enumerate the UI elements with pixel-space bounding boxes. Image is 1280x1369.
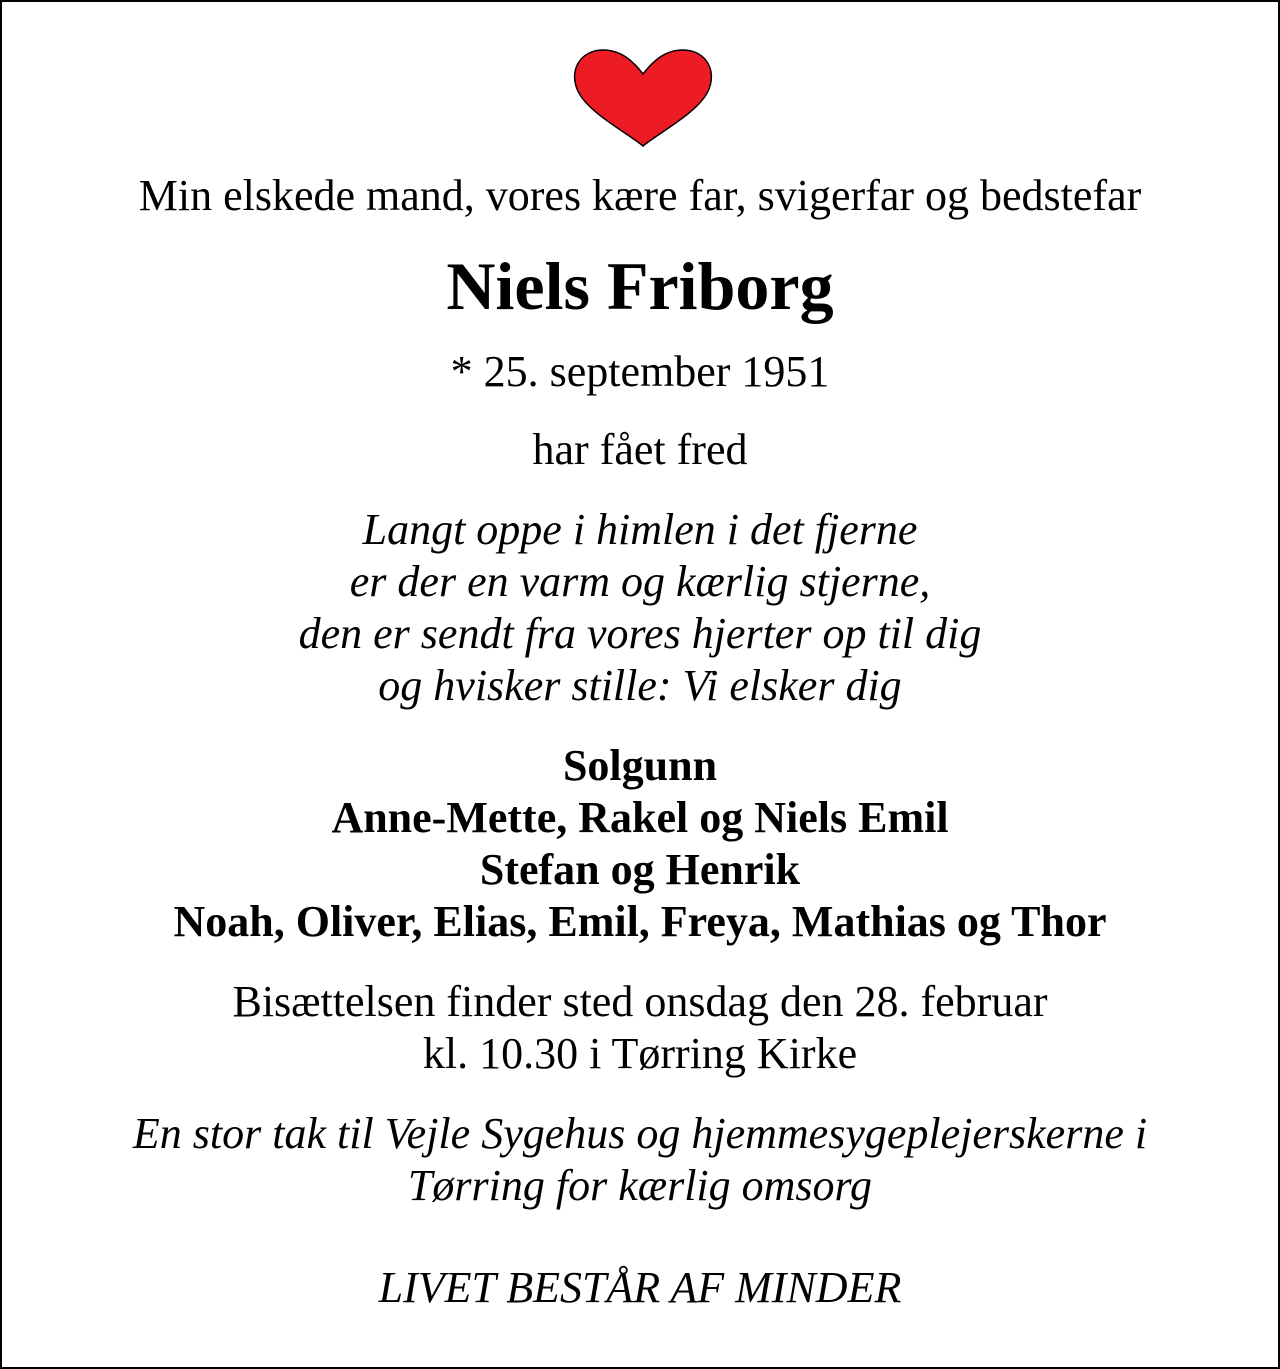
thanks-line: Tørring for kærlig omsorg	[407, 1161, 873, 1210]
family-line: Anne-Mette, Rakel og Niels Emil	[331, 793, 949, 842]
funeral-line: Bisættelsen finder sted onsdag den 28. februar	[232, 977, 1048, 1026]
deceased-name: Niels Friborg	[446, 248, 834, 324]
poem-line: Langt oppe i himlen i det fjerne	[362, 505, 918, 554]
birth-date: * 25. september 1951	[450, 347, 830, 396]
poem-line: er der en varm og kærlig stjerne,	[349, 557, 931, 606]
family-line: Stefan og Henrik	[479, 845, 801, 894]
passed-text: har fået fred	[532, 425, 748, 474]
heart-shape	[575, 50, 712, 146]
family-line: Noah, Oliver, Elias, Emil, Freya, Mathias og Thor	[173, 897, 1107, 946]
poem-line: den er sendt fra vores hjerter op til dig	[298, 609, 982, 658]
intro-text: Min elskede mand, vores kære far, svigerfar og bedstefar	[138, 171, 1142, 220]
heart-icon	[570, 46, 716, 150]
motto: LIVET BESTÅR AF MINDER	[378, 1263, 902, 1312]
poem-line: og hvisker stille: Vi elsker dig	[378, 661, 902, 710]
funeral-line: kl. 10.30 i Tørring Kirke	[422, 1029, 858, 1078]
thanks-line: En stor tak til Vejle Sygehus og hjemmesygeplejerskerne i	[132, 1109, 1148, 1158]
family-line: Solgunn	[562, 741, 718, 790]
